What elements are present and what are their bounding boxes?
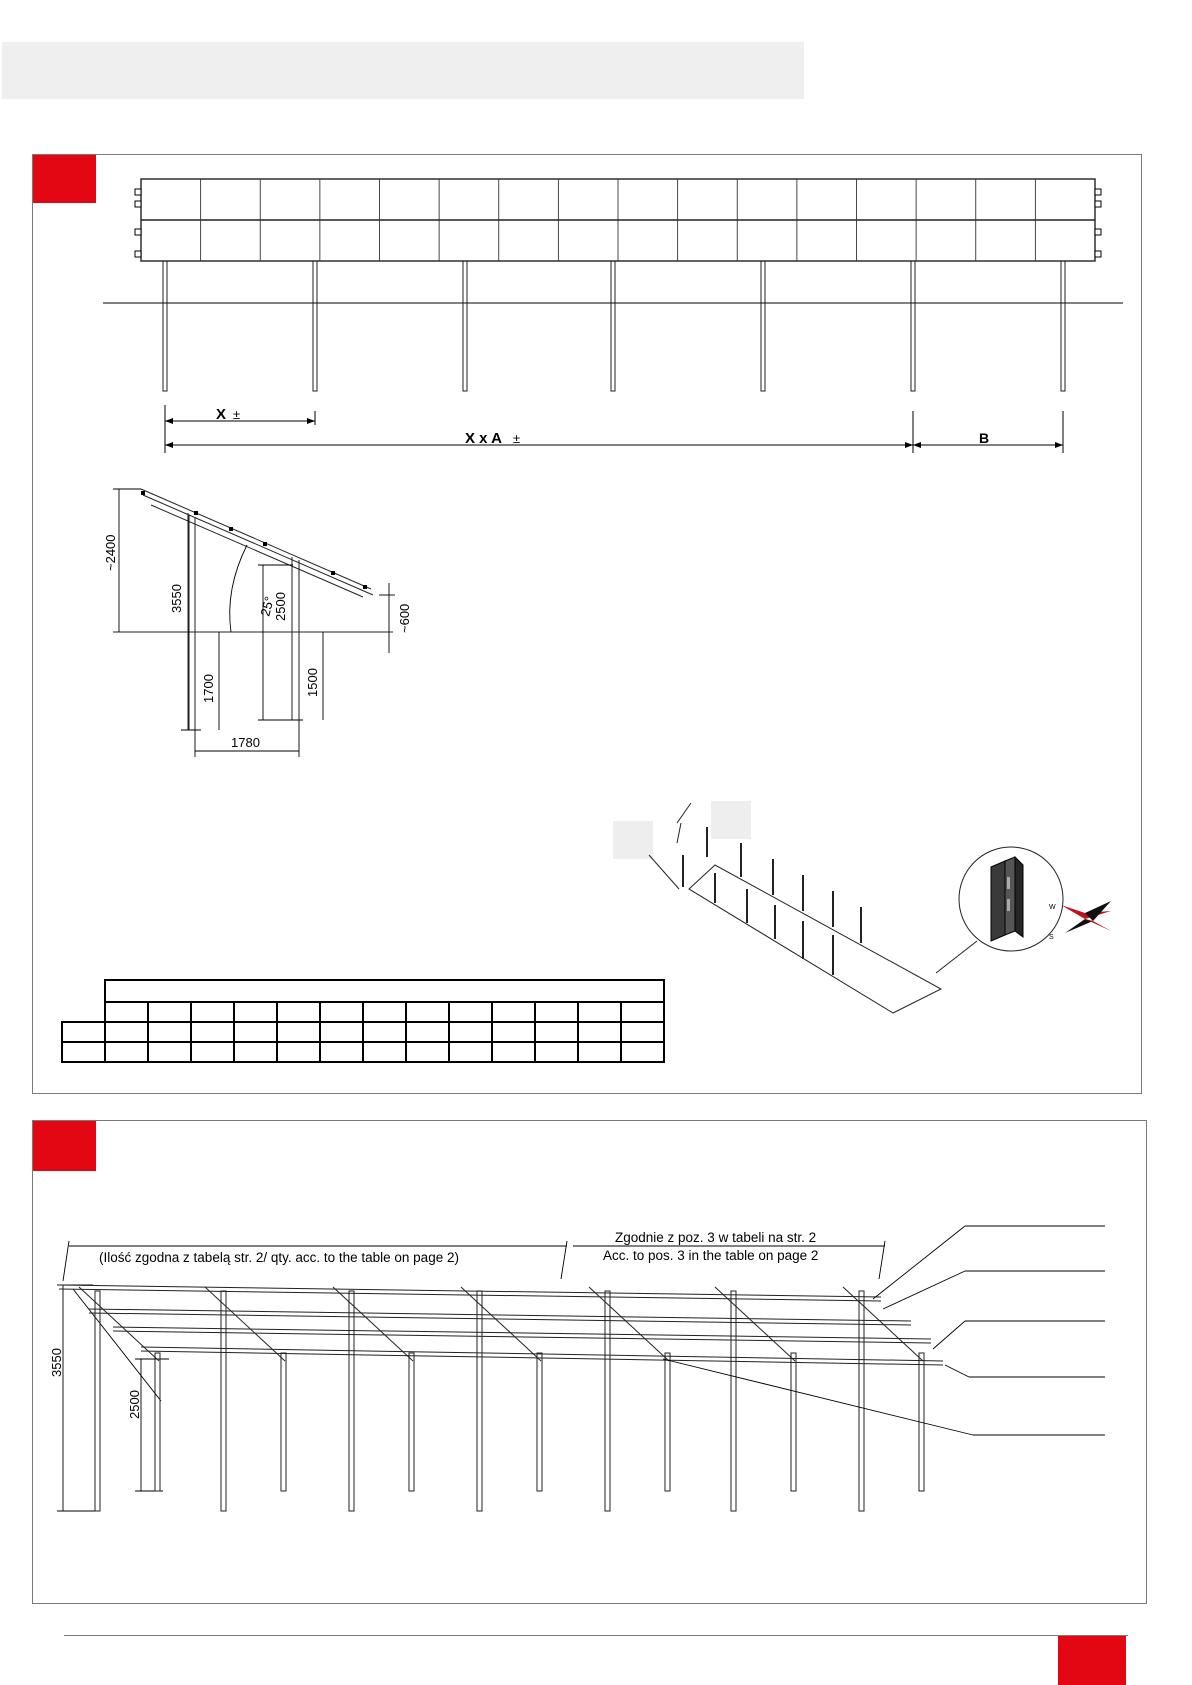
table-cell: [148, 1002, 191, 1022]
iso-note-position-en: Acc. to pos. 3 in the table on page 2: [603, 1248, 819, 1263]
purlin: [205, 1287, 285, 1361]
structure-post-front: [409, 1353, 414, 1491]
dim-side-3550: 3550: [169, 584, 184, 613]
table-cell: [105, 1042, 148, 1062]
panel-step-1: [32, 154, 1142, 1094]
table-cell: [191, 1002, 234, 1022]
table-cell: [621, 1042, 664, 1062]
table-cell: [406, 1002, 449, 1022]
structure-post-front: [155, 1353, 160, 1491]
table-cell: [277, 1002, 320, 1022]
table-cell: [62, 1022, 105, 1042]
table-cell: [535, 1042, 578, 1062]
structure-post-rear: [95, 1291, 100, 1511]
table-cell: [148, 1022, 191, 1042]
purlin: [79, 1287, 159, 1361]
table-cell: [492, 1022, 535, 1042]
table-cell: [148, 1042, 191, 1062]
table-cell: [578, 1022, 621, 1042]
table-cell: [621, 1002, 664, 1022]
structure-post-front: [281, 1353, 286, 1491]
structure-iso-drawing: [33, 1121, 1146, 1603]
table-cell: [277, 1022, 320, 1042]
compass-s-label: S: [1049, 934, 1054, 941]
purlin: [461, 1287, 541, 1361]
dim-side-angle: 25°: [257, 594, 277, 618]
front-post: [313, 261, 317, 391]
dim-side-1780: 1780: [231, 735, 260, 750]
table-cell: [578, 1002, 621, 1022]
post-layout-drawing: [611, 795, 1141, 1085]
table-cell: [191, 1022, 234, 1042]
table-cell: [320, 1042, 363, 1062]
front-post: [463, 261, 467, 391]
front-post: [163, 261, 167, 391]
structure-post-front: [665, 1353, 670, 1491]
structure-post-rear: [221, 1291, 226, 1511]
dim-side-2500: 2500: [273, 592, 288, 621]
iso-note-position-pl: Zgodnie z poz. 3 w tabeli na str. 2: [615, 1230, 817, 1245]
table-cell: [363, 1002, 406, 1022]
table-cell: [449, 1022, 492, 1042]
dim-side-600: ~600: [397, 603, 412, 633]
dim-label-x: X: [216, 406, 227, 423]
structure-post-rear: [477, 1291, 482, 1511]
structure-post-rear: [605, 1291, 610, 1511]
purlin: [715, 1287, 795, 1361]
dim-side-1700: 1700: [201, 674, 216, 703]
table-cell: [105, 1002, 148, 1022]
structure-post-front: [791, 1353, 796, 1491]
table-cell: [621, 1022, 664, 1042]
table-cell: [406, 1042, 449, 1062]
compass-w-label: W: [1049, 904, 1056, 911]
table-cell: [363, 1022, 406, 1042]
purlin: [333, 1287, 413, 1361]
panel-step-2: [32, 1120, 1147, 1604]
table-cell: [449, 1042, 492, 1062]
table-cell: [234, 1002, 277, 1022]
table-cell: [492, 1042, 535, 1062]
post-spacing-table: [61, 979, 665, 1063]
structure-post-front: [537, 1353, 542, 1491]
table-cell: [535, 1002, 578, 1022]
table-cell: [535, 1022, 578, 1042]
table-cell: [277, 1042, 320, 1062]
table-cell: [578, 1042, 621, 1062]
table-cell: [62, 980, 105, 1002]
table-cell: [62, 1002, 105, 1022]
front-post: [911, 261, 915, 391]
dim-label-b: B: [979, 430, 990, 446]
table-header-cell: [105, 980, 664, 1002]
dim-side-1500: 1500: [305, 668, 320, 697]
table-cell: [449, 1002, 492, 1022]
front-post: [611, 261, 615, 391]
table-cell: [320, 1022, 363, 1042]
dim-label-xa: X x A: [465, 430, 502, 447]
table-cell: [62, 1042, 105, 1062]
table-cell: [234, 1042, 277, 1062]
table-cell: [234, 1022, 277, 1042]
page-number-tab: [1058, 1636, 1126, 1685]
structure-post-rear: [349, 1291, 354, 1511]
table-cell: [406, 1022, 449, 1042]
header-title-bar: [2, 42, 804, 99]
footer-rule: [64, 1635, 1128, 1636]
table-cell: [492, 1002, 535, 1022]
front-post: [761, 261, 765, 391]
front-post: [1061, 261, 1065, 391]
structure-post-rear: [731, 1291, 736, 1511]
side-view-drawing: [93, 485, 433, 785]
table-cell: [320, 1002, 363, 1022]
dim-side-2400: ~2400: [103, 534, 118, 571]
iso-dim-2500: 2500: [127, 1390, 142, 1419]
iso-dim-3550: 3550: [49, 1348, 64, 1377]
iso-note-quantity: (Ilość zgodna z tabelą str. 2/ qty. acc. to the table on page 2): [99, 1250, 459, 1265]
table-cell: [191, 1042, 234, 1062]
dim-label-xa-tolerance: ±: [513, 431, 521, 446]
table-cell: [363, 1042, 406, 1062]
table-cell: [105, 1022, 148, 1042]
dim-label-x-tolerance: ±: [233, 407, 241, 422]
